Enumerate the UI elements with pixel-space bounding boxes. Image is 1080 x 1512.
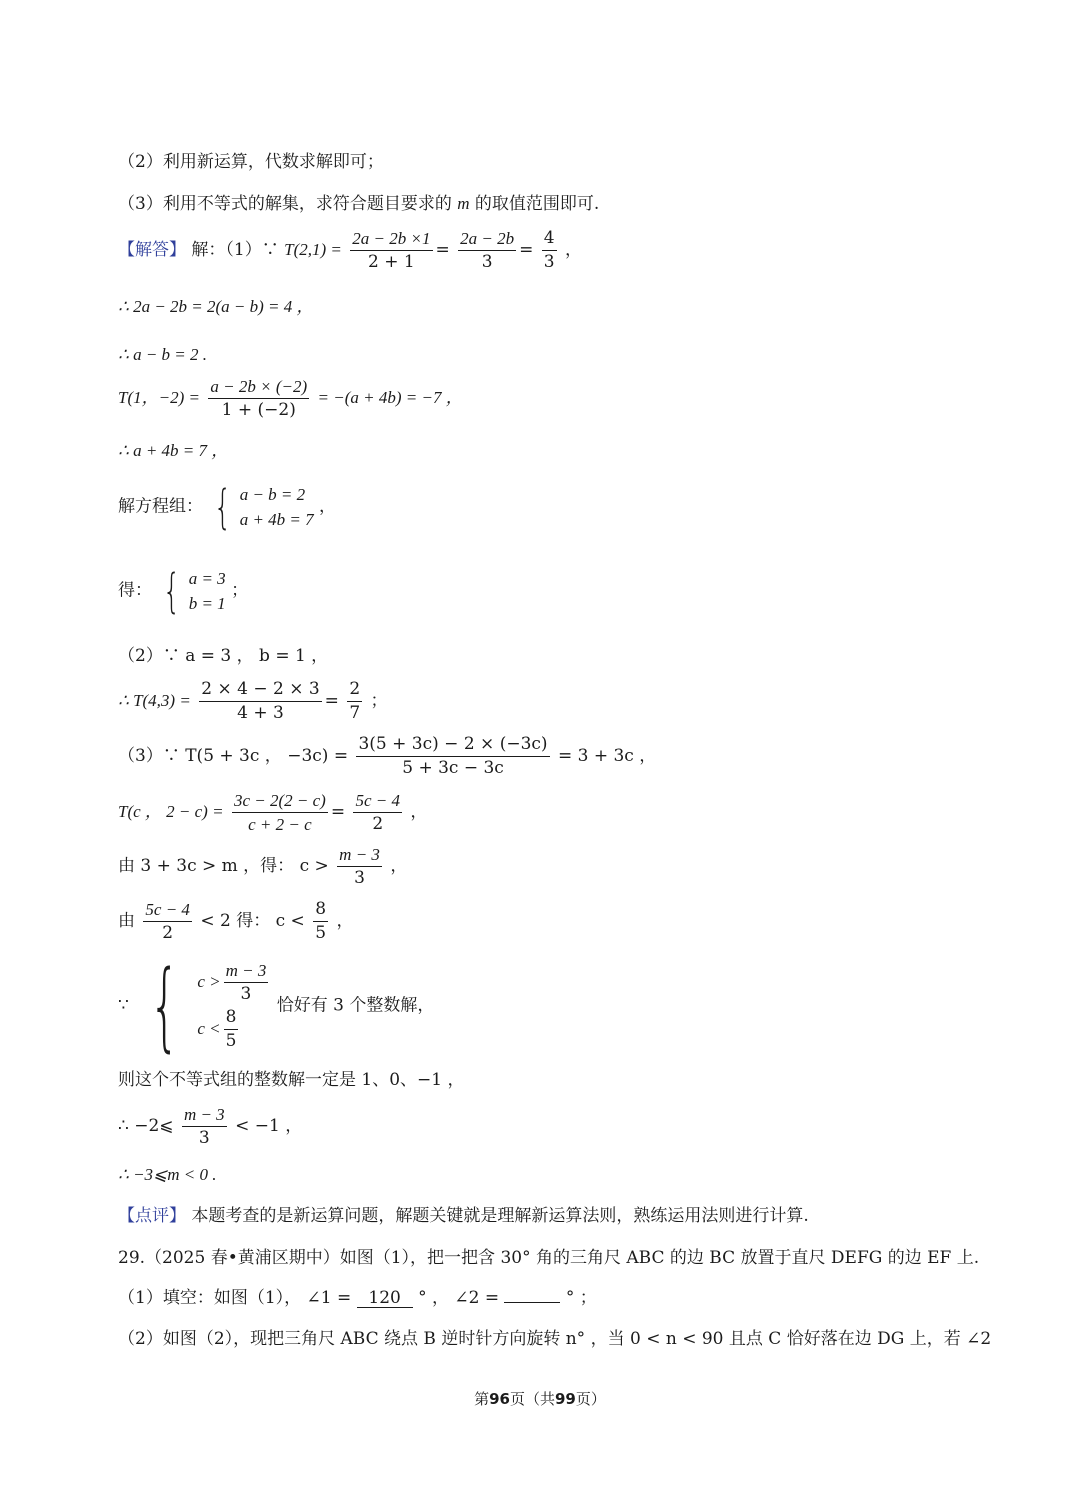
left-brace-icon: { — [149, 950, 181, 1062]
fraction: $\frac{a - 2b \times (-2)}{1 + (-2)}$ — [210, 377, 308, 420]
answer-line-12: 由 3 + 3c > m ，得： c > $\frac{m - 3}{3}$ ， — [118, 845, 408, 888]
answer-line-9: ∴ T(4,3) = $\frac{2 \times 4 - 2 \times 3}{4 + 3}$ = $\frac{2}{7}$ ； — [118, 679, 388, 723]
fraction: $\frac{4}{3}$ — [543, 228, 555, 272]
fraction: $\frac{5c - 4}{2}$ — [355, 791, 401, 834]
answer-line-1: 【解答】 解：（1）∵ T(2,1) = $\frac{2a - 2b \times 1}{2 + 1}$ = $\frac{2a - 2b}{3}$ = $\frac{4}{3}$ ， — [118, 228, 583, 272]
fraction: $\frac{2a - 2b \times 1}{2 + 1}$ — [352, 229, 431, 272]
page-total: 99 — [555, 1390, 576, 1408]
left-brace-icon: { — [214, 480, 232, 534]
page-number: 96 — [489, 1390, 510, 1408]
answer-line-4: T(1，−2) = $\frac{a - 2b \times (-2)}{1 + (-2)}$ = −(a + 4b) = −7 ， — [118, 377, 463, 420]
inequality-system: { c > $\frac{m - 3}{3}$ c < $\frac{8}{5}$ — [149, 950, 267, 1062]
answer-tag: 【解答】 — [118, 240, 186, 260]
fraction: $\frac{2}{7}$ — [349, 679, 361, 723]
fraction: $\frac{8}{5}$ — [315, 899, 327, 943]
intro-step-3-var: m — [457, 194, 470, 213]
answer-line-15: 则这个不等式组的整数解一定是 1、0、−1 ， — [118, 1070, 465, 1090]
answer-line-2: ∴ 2a − 2b = 2(a − b) = 4 ， — [118, 297, 314, 316]
answer-line-17: ∴ −3⩽m < 0 . — [118, 1165, 217, 1184]
review-text: 本题考查的是新运算问题，解题关键就是理解新运算法则，熟练运用法则进行计算. — [191, 1206, 809, 1226]
left-brace-icon: { — [163, 564, 181, 618]
answer-line-1-pre: 解：（1）∵ — [191, 240, 279, 260]
fraction: $\frac{3c - 2(2 - c)}{c + 2 - c}$ — [233, 791, 326, 834]
fraction: $\frac{2 \times 4 - 2 \times 3}{4 + 3}$ — [201, 679, 320, 723]
answer-line-16: ∴ −2⩽ $\frac{m - 3}{3}$ < −1 ， — [118, 1105, 303, 1148]
equation-system: { a − b = 2 a + 4b = 7 — [214, 480, 314, 534]
fraction: $\frac{m - 3}{3}$ — [339, 845, 380, 888]
review-tag: 【点评】 — [118, 1206, 186, 1226]
answer-blank-2 — [504, 1302, 560, 1303]
answer-line-6: 解方程组： { a − b = 2 a + 4b = 7 ， — [118, 480, 337, 534]
fraction: $\frac{3(5 + 3c) - 2 \times (-3c)}{5 + 3c - 3c}$ — [358, 734, 548, 778]
intro-step-3-text-b: 的取值范围即可. — [474, 194, 600, 214]
answer-line-1-lhs: T(2,1) = — [284, 240, 342, 259]
answer-line-14: ∵ { c > $\frac{m - 3}{3}$ c < $\frac{8}{5}$ 恰好有 3 个整数解， — [118, 950, 435, 1062]
review — [118, 1208, 809, 1225]
answer-line-7: 得： { a = 3 b = 1 ； — [118, 564, 249, 618]
answer-line-13: 由 $\frac{5c - 4}{2}$ < 2 得： c < $\frac{8}{5}$ ， — [118, 899, 354, 943]
answer-line-8: （2）∵ a = 3 ， b = 1 ， — [118, 646, 329, 666]
intro-step-3 — [118, 195, 599, 213]
page-footer: 第96页（共99页） — [474, 1390, 606, 1408]
question-29-part-2: （2）如图（2），现把三角尺 ABC 绕点 B 逆时针方向旋转 n° ，当 0 < n < 90 且点 C 恰好落在边 DG 上，若 ∠2 — [118, 1329, 992, 1349]
answer-line-3: ∴ a − b = 2 . — [118, 345, 208, 364]
fraction: $\frac{2a - 2b}{3}$ — [460, 229, 515, 272]
intro-step-3-text-a: （3）利用不等式的解集，求符合题目要求的 — [118, 194, 452, 214]
fraction: $\frac{5c - 4}{2}$ — [145, 900, 190, 943]
question-29-part-1: （1）填空：如图（1）， ∠1 = 120 ° ， ∠2 = ° ； — [118, 1288, 597, 1308]
answer-line-11: T(c ， 2 − c) = $\frac{3c - 2(2 - c)}{c + 2 - c}$ = $\frac{5c - 4}{2}$ ， — [118, 791, 428, 834]
answer-line-5: ∴ a + 4b = 7 ， — [118, 441, 229, 460]
question-29-title: 29.（2025 春•黄浦区期中）如图（1），把一把含 30° 角的三角尺 ABC 的边 BC 放置于直尺 DEFG 的边 EF 上. — [118, 1248, 980, 1268]
solution-system: { a = 3 b = 1 — [163, 564, 226, 618]
intro-step-2: （2）利用新运算，代数求解即可； — [118, 152, 384, 172]
fraction: $\frac{m - 3}{3}$ — [183, 1105, 225, 1148]
answer-line-10: （3）∵ T(5 + 3c ， −3c) = $\frac{3(5 + 3c) - 2 \times (-3c)}{5 + 3c - 3c}$ = 3 + 3c ， — [118, 734, 657, 778]
answer-blank-1: 120 — [357, 1290, 413, 1308]
